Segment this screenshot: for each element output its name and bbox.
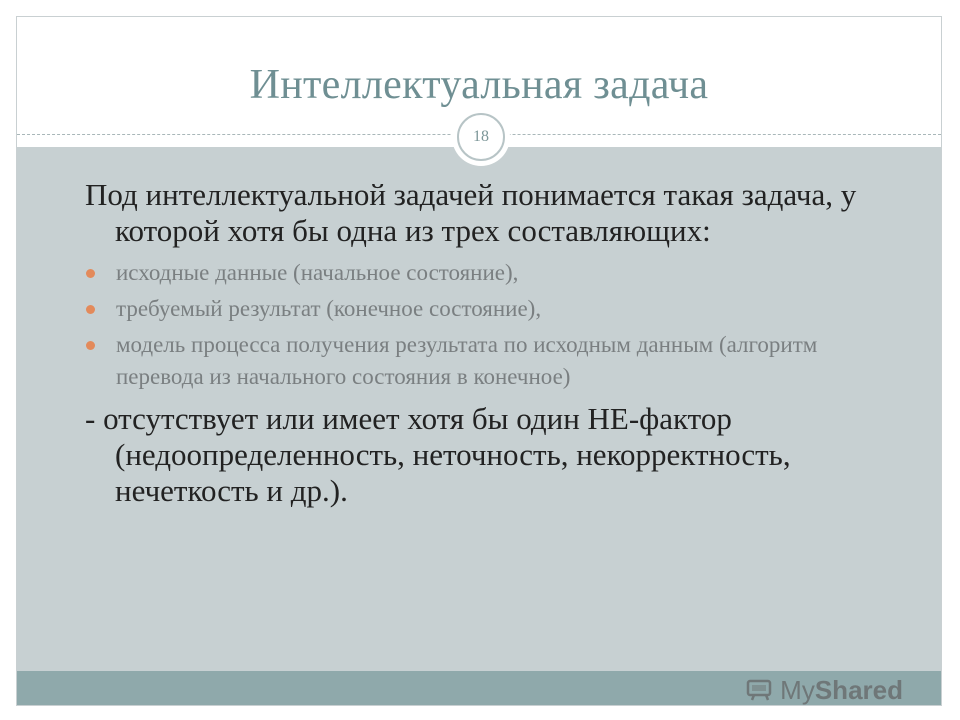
bullet-icon	[86, 341, 95, 350]
slide-title: Интеллектуальная задача	[249, 62, 709, 108]
list-item	[85, 329, 875, 393]
bullet-text: исходные данные (начальное состояние),	[116, 260, 519, 285]
slide-number-badge: 18	[457, 113, 505, 161]
list-item	[85, 293, 875, 325]
bullet-icon	[86, 305, 95, 314]
intro-paragraph: Под интеллектуальной задачей понимается такая задача, у которой хотя бы одна из трех составляющих:	[85, 177, 857, 248]
bullet-icon	[86, 269, 95, 278]
bullet-text: требуемый результат (конечное состояние),	[116, 296, 542, 321]
watermark-shared: Shared	[814, 674, 903, 705]
list-item	[85, 257, 875, 289]
slide-body	[85, 177, 875, 509]
bullet-list	[85, 257, 875, 393]
mysharedlogo-icon	[746, 678, 774, 702]
slide	[16, 16, 942, 706]
conclusion-paragraph: - отсутствует или имеет хотя бы один НЕ-фактор (недоопределенность, неточность, некорректность, нечеткость и др.).	[85, 401, 791, 508]
bullet-text: модель процесса получения результата по исходным данным (алгоритм перевода из начального состояния в конечное)	[116, 332, 818, 389]
myshared-watermark	[746, 673, 903, 706]
watermark-my: My	[780, 674, 815, 705]
